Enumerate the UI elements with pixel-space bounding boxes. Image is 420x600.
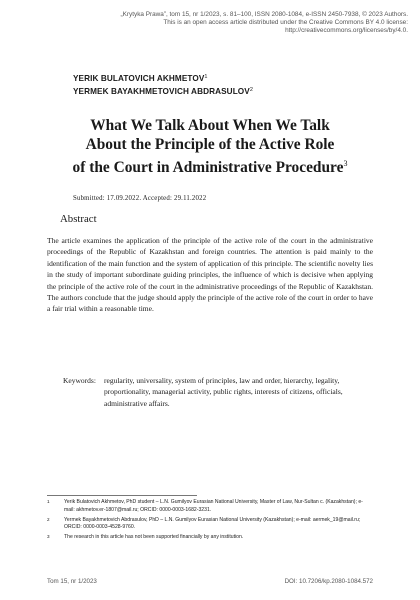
abstract-heading: Abstract (60, 213, 97, 225)
keywords-text: regularity, universality, system of principles, law and order, hierarchy, legality, proportionality, managerial activity, public rights, interests of citizens, officials, administrative affairs. (104, 376, 343, 408)
author-2: YERMEK BAYAKHMETOVICH ABDRASULOV$^2$ (73, 86, 253, 96)
footer-issue: Tom 15, nr 1/2023 (47, 578, 97, 585)
abstract-body: The article examines the application of the principle of the active role of the court in the administrative proceedings of the Republic of Kazakhstan and foreign countries. The attention is paid mainly to the identification of the main function and the system of application of this principle. The scientific novelty lies in the study of important subordinate guiding principles, the influence of which is decisive when applying the principle of the active role of the court in the administrative proceedings of the Republic of Kazakhstan. The authors conclude that the judge should apply the principle of the active role of the court in order to have a fair trial within a reasonable time. (47, 236, 373, 314)
title-line-1: What We Talk About When We Talk (90, 117, 330, 134)
footnote-mark: 3 (343, 159, 348, 168)
footnote-1: 1 Yerik Bulatovich Akhmetov, PhD student – L.N. Gumilyov Eurasian National University, Master of Law, Nur-Sultan c. (Kazakhstan); e-mail: akhmetov.er-1807@mail.ru; ORCID: 0000-0003-1682-3231. (47, 499, 363, 513)
title-line-3: of the Court in Administrative Procedure$^3$ (72, 159, 348, 176)
keywords-label: Keywords: (63, 376, 96, 385)
author-1: YERIK BULATOVICH AKHMETOV$^1$ (73, 74, 208, 83)
header-line-3: http://creativecommons.org/licenses/by/4.0. (285, 27, 408, 35)
authors-block (73, 72, 253, 97)
footer-doi: DOI: 10.7206/kp.2080-1084.572 (284, 578, 373, 585)
footnote-3: 3 The research in this article has not been supported financially by any institution. (47, 534, 244, 541)
submission-dates: Submitted: 17.09.2022. Accepted: 29.11.2022 (73, 195, 207, 202)
footnote-mark: 2 (249, 86, 253, 93)
title-line-2: About the Principle of the Active Role (85, 136, 335, 153)
footnotes (47, 499, 373, 544)
header-line-2: This is an open access article distributed under the Creative Commons BY 4.0 license: (163, 19, 408, 27)
footnote-mark: 1 (204, 74, 208, 80)
journal-header (78, 11, 408, 36)
footnote-divider (47, 495, 197, 496)
footnote-2: 2 Yermek Bayakhmetovich Abdrasulov, PhD – L.N. Gumilyov Eurasian National University (Kazakhstan); e-mail: aermek_19@mail.ru; ORCID: 0000-0003-4528-9760. (47, 516, 361, 531)
keywords-block (63, 375, 383, 409)
article-title (20, 116, 400, 177)
header-line-1: „Krytyka Prawa”, tom 15, nr 1/2023, s. 81–100, ISSN 2080-1084, e-ISSN 2450-7938, © 2023 Authors. (120, 11, 408, 18)
